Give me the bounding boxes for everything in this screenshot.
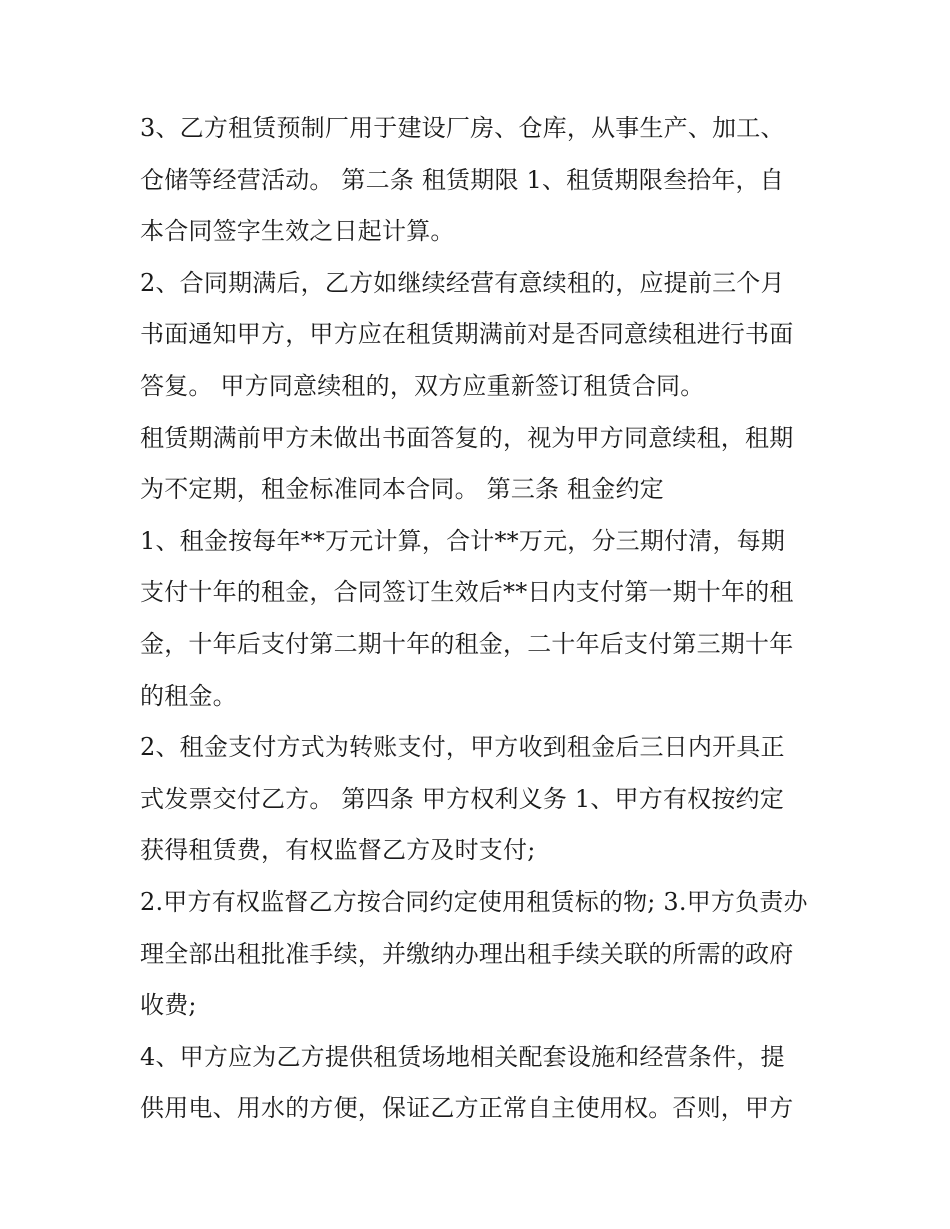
text-line: 3、乙方租赁预制厂用于建设厂房、仓库，从事生产、加工、 (140, 114, 785, 142)
text-line: 书面通知甲方，甲方应在租赁期满前对是否同意续租进行书面 (140, 320, 794, 349)
text-line: 2、租金支付方式为转账支付，甲方收到租金后三日内开具正 (140, 733, 785, 762)
text-line: 式发票交付乙方。 第四条 甲方权利义务 1、甲方有权按约定 (140, 784, 784, 813)
text-line: 的租金。 (140, 681, 237, 710)
text-line: 支付十年的租金，合同签订生效后**日内支付第一期十年的租 (140, 578, 794, 607)
text-line: 供用电、用水的方便，保证乙方正常自主使用权。否则，甲方 (140, 1094, 794, 1123)
text-line: 2.甲方有权监督乙方按合同约定使用租赁标的物; 3.甲方负责办 (140, 887, 808, 916)
text-line: 2、合同期满后，乙方如继续经营有意续租的，应提前三个月 (140, 268, 785, 297)
text-line: 答复。 甲方同意续租的，双方应重新签订租赁合同。 (140, 371, 705, 400)
text-line: 仓储等经营活动。 第二条 租赁期限 1、租赁期限叁拾年，自 (140, 165, 784, 194)
document-body (140, 103, 820, 1135)
text-line: 收费; (140, 991, 197, 1020)
text-line: 为不定期，租金标准同本合同。 第三条 租金约定 (140, 475, 664, 504)
text-line: 4、甲方应为乙方提供租赁场地相关配套设施和经营条件，提 (140, 1042, 785, 1071)
text-line: 理全部出租批准手续，并缴纳办理出租手续关联的所需的政府 (140, 939, 794, 968)
text-line: 获得租赁费，有权监督乙方及时支付; (140, 836, 536, 865)
text-line: 金，十年后支付第二期十年的租金，二十年后支付第三期十年 (140, 629, 794, 658)
text-line: 本合同签字生效之日起计算。 (140, 217, 455, 246)
text-line: 1、租金按每年**万元计算，合计**万元，分三期付清，每期 (140, 526, 786, 555)
text-line: 租赁期满前甲方未做出书面答复的，视为甲方同意续租，租期 (140, 423, 794, 452)
